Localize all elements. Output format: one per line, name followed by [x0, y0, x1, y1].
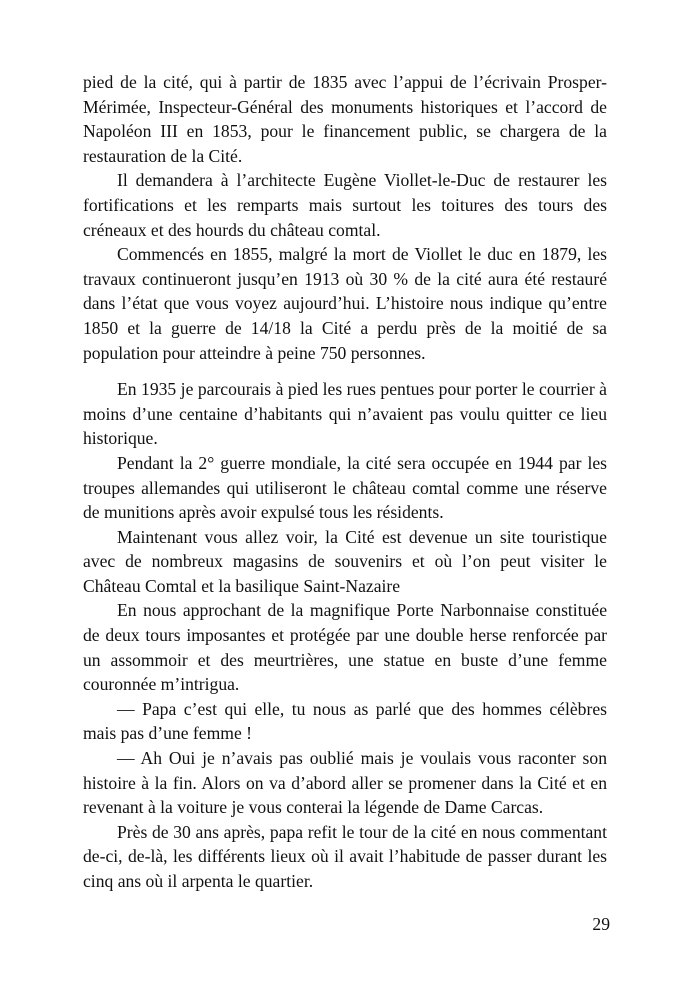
paragraph-dialogue-question: — Papa c’est qui elle, tu nous as parlé que des hommes célèbres mais pas d’une femme ! — [83, 698, 607, 744]
paragraph-thirty-years: Près de 30 ans après, papa refit le tour de la cité en nous commentant de-ci, de-là, les différents lieux où il avait l’habitude de passer durant les cinq ans où il arpenta le quartier. — [83, 821, 607, 891]
paragraph-porte-narbonnaise: En nous approchant de la magnifique Porte Narbonnaise constituée de deux tours imposantes et protégée par une double herse renforcée par un assommoir et des meurtrières, une statue en buste d’une femme couronnée m’intrigua. — [83, 600, 607, 695]
paragraph-dialogue-answer: — Ah Oui je n’avais pas oublié mais je voulais vous raconter son histoire à la fin. Alors on va d’abord aller se promener dans la Cité et en revenant à la voiture je vous conterai la légende de Dame Carcas. — [83, 748, 607, 818]
paragraph-tourist-site: Maintenant vous allez voir, la Cité est devenue un site touristique avec de nombreux magasins de souvenirs et où l’on peut visiter le Château Comtal et la basilique Saint-Nazaire — [83, 526, 607, 596]
page-number: 29 — [592, 914, 610, 934]
page-body — [83, 70, 607, 894]
paragraph-works-1855: Commencés en 1855, malgré la mort de Viollet le duc en 1879, les travaux continueront jusqu’en 1913 où 30 % de la cité aura été restauré dans l’état que vous voyez aujourd’hui. L’histoire nous indique qu’entre 1850 et la guerre de 14/18 la Cité a perdu près de la moitié de sa population pour atteindre à peine 750 personnes. — [83, 244, 607, 363]
paragraph-war: Pendant la 2° guerre mondiale, la cité sera occupée en 1944 par les troupes allemandes qui utiliseront le château comtal comme une réserve de munitions après avoir expulsé tous les résidents. — [83, 452, 607, 523]
paragraph-viollet-le-duc: Il demandera à l’architecte Eugène Viollet-le-Duc de restaurer les fortifications et les remparts mais surtout les toitures des tours des créneaux et des hourds du château comtal. — [83, 170, 607, 240]
paragraph-1935-mail: En 1935 je parcourais à pied les rues pentues pour porter le courrier à moins d’une centaine d’habitants qui n’avaient pas voulu quitter ce lieu historique. — [83, 379, 607, 449]
paragraph-restoration: pied de la cité, qui à partir de 1835 avec l’appui de l’écrivain Prosper-Mérimée, Inspecteur-Général des monuments historiques et l’accord de Napoléon III en 1853, pour le financement public, se chargera de la restauration de la Cité. — [83, 72, 607, 166]
